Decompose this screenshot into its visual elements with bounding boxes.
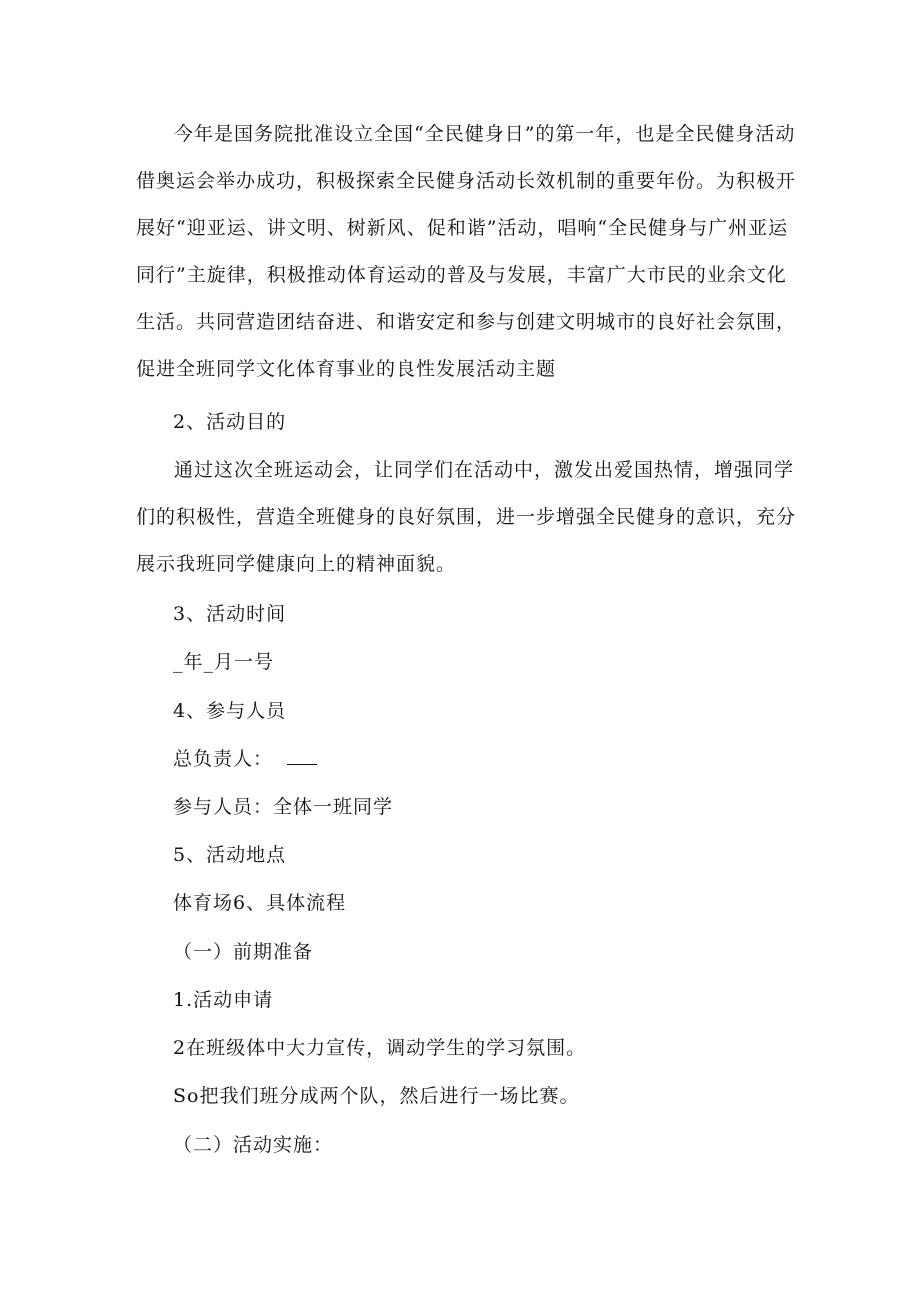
prep-item-1: 1.活动申请 [173,989,274,1011]
participants-line: 参与人员：全体一班同学 [173,796,394,818]
section2-paragraph: 通过这次全班运动会，让同学们在活动中，激发出爱国热情，增强同学们的积极性，营造全班健身的良好氛围，进一步增强全民健身的意识，充分展示我班同学健康向上的精神面貌。 [136,459,797,575]
section2-heading: 2、活动目的 [173,411,287,433]
prep-item-3: So把我们班分成两个队，然后进行一场比赛。 [173,1085,580,1107]
section3-date: _年_月一号 [173,651,275,673]
lead-line [173,744,317,774]
venue-and-section6: 体育场6、具体流程 [173,892,347,914]
prep-item-2: 2在班级体中大力宣传，调动学生的学习氛围。 [173,1037,587,1059]
section3-heading: 3、活动时间 [173,603,287,625]
prep-heading: （一）前期准备 [173,941,314,963]
impl-heading: （二）活动实施： [173,1134,334,1156]
section4-heading: 4、参与人员 [173,700,287,722]
lead-label: 总负责人： [173,748,274,770]
section5-heading: 5、活动地点 [173,844,287,866]
lead-blank [287,750,317,765]
intro-paragraph: 今年是国务院批准设立全国“全民健身日”的第一年，也是全民健身活动借奥运会举办成功，积极探索全民健身活动长效机制的重要年份。为积极开展好“迎亚运、讲文明、树新风、促和谐”活动，唱响“全民健身与广州亚运同行”主旋律，积极推动体育运动的普及与发展，丰富广大市民的业余文化生活。共同营造团结奋进、和谐安定和参与创建文明城市的良好社会氛围，促进全班同学文化体育事业的良性发展活动主题 [136,123,797,380]
